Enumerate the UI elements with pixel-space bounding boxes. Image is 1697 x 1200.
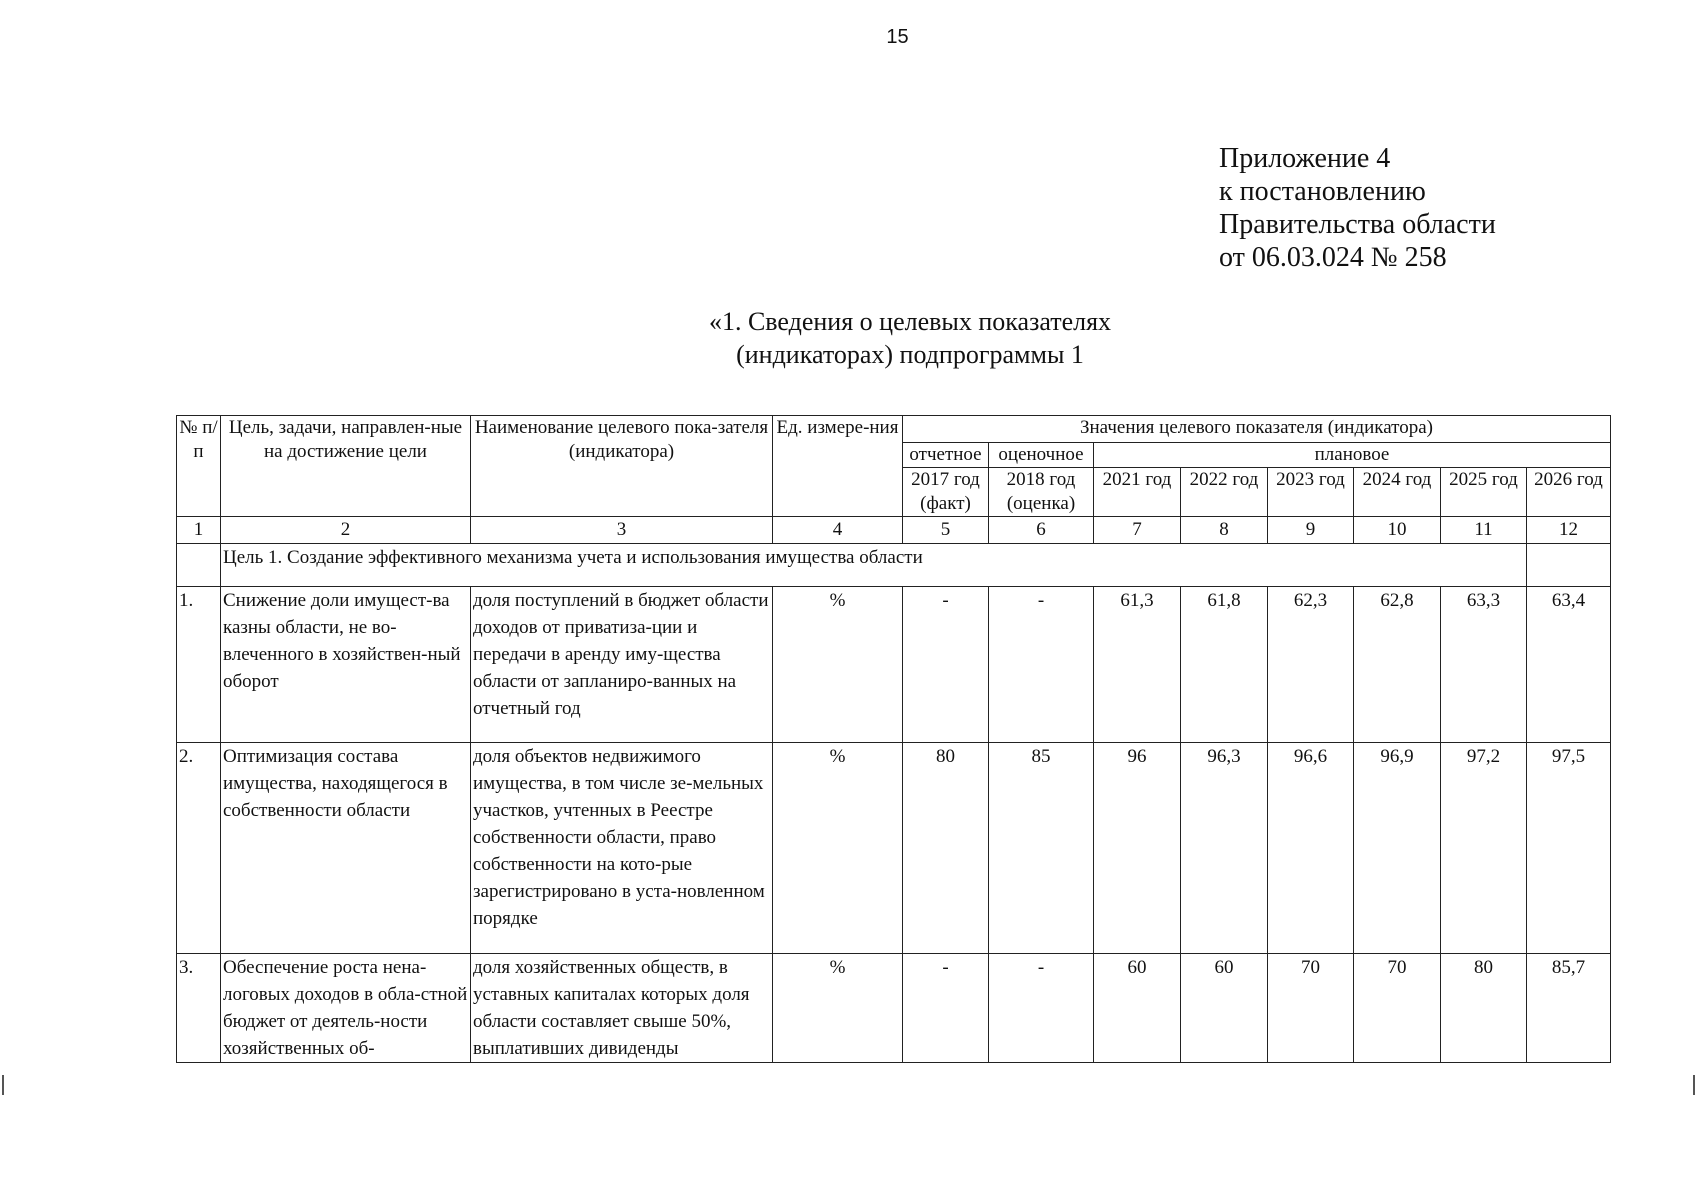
header-values: Значения целевого показателя (индикатора) xyxy=(903,416,1611,443)
column-number: 3 xyxy=(471,517,773,544)
row-indicator: доля хозяйственных обществ, в уставных капиталах которых доля области составляет свыше 50%, выплативших дивиденды xyxy=(471,954,773,1063)
row-value-2023: 70 xyxy=(1268,954,1354,1063)
header-year-2018: 2018 год (оценка) xyxy=(989,468,1094,517)
goal-row-empty-cell xyxy=(177,544,221,587)
row-goal: Оптимизация состава имущества, находящегося в собственности области xyxy=(221,743,471,954)
column-number: 8 xyxy=(1181,517,1268,544)
header-planned: плановое xyxy=(1094,443,1611,468)
row-value-2018: - xyxy=(989,587,1094,743)
scan-edge-mark-right xyxy=(1693,1075,1695,1095)
row-num: 3. xyxy=(177,954,221,1063)
row-value-2025: 80 xyxy=(1441,954,1527,1063)
row-value-2017: - xyxy=(903,954,989,1063)
row-value-2024: 96,9 xyxy=(1354,743,1441,954)
header-year-2026: 2026 год xyxy=(1527,468,1611,517)
row-value-2026: 85,7 xyxy=(1527,954,1611,1063)
column-number: 4 xyxy=(773,517,903,544)
row-value-2022: 60 xyxy=(1181,954,1268,1063)
row-value-2022: 96,3 xyxy=(1181,743,1268,954)
row-value-2018: - xyxy=(989,954,1094,1063)
column-number-row xyxy=(177,517,1611,544)
row-value-2024: 62,8 xyxy=(1354,587,1441,743)
row-value-2017: - xyxy=(903,587,989,743)
page-number: 15 xyxy=(886,26,909,48)
row-value-2024: 70 xyxy=(1354,954,1441,1063)
column-number: 6 xyxy=(989,517,1094,544)
header-goal: Цель, задачи, направлен-ные на достижение цели xyxy=(221,416,471,517)
title-line-1: «1. Сведения о целевых показателях xyxy=(708,307,1112,336)
row-value-2025: 97,2 xyxy=(1441,743,1527,954)
row-value-2021: 96 xyxy=(1094,743,1181,954)
goal-1-text: Цель 1. Создание эффективного механизма учета и использования имущества области xyxy=(221,544,1527,587)
header-year-2017: 2017 год (факт) xyxy=(903,468,989,517)
row-value-2026: 63,4 xyxy=(1527,587,1611,743)
title-line-2: (индикаторах) подпрограммы 1 xyxy=(736,340,1084,369)
header-reported: отчетное xyxy=(903,443,989,468)
header-year-2025: 2025 год xyxy=(1441,468,1527,517)
row-value-2021: 60 xyxy=(1094,954,1181,1063)
header-year-2021: 2021 год xyxy=(1094,468,1181,517)
column-number: 9 xyxy=(1268,517,1354,544)
row-value-2018: 85 xyxy=(989,743,1094,954)
header-num: № п/п xyxy=(177,416,221,517)
header-unit: Ед. измере-ния xyxy=(773,416,903,517)
document-title xyxy=(580,305,1240,371)
row-value-2017: 80 xyxy=(903,743,989,954)
table-row xyxy=(177,587,1611,743)
column-number: 10 xyxy=(1354,517,1441,544)
row-goal: Снижение доли имущест-ва казны области, не во-влеченного в хозяйствен-ный оборот xyxy=(221,587,471,743)
row-value-2023: 62,3 xyxy=(1268,587,1354,743)
row-value-2023: 96,6 xyxy=(1268,743,1354,954)
header-year-2024: 2024 год xyxy=(1354,468,1441,517)
row-unit: % xyxy=(773,743,903,954)
row-unit: % xyxy=(773,587,903,743)
scan-edge-mark-left xyxy=(2,1075,4,1095)
header-year-2023: 2023 год xyxy=(1268,468,1354,517)
appendix-line-1: Приложение 4 xyxy=(1219,143,1391,174)
table-row xyxy=(177,954,1611,1063)
column-number: 1 xyxy=(177,517,221,544)
row-value-2025: 63,3 xyxy=(1441,587,1527,743)
indicators-table xyxy=(176,415,1611,1063)
header-indicator: Наименование целевого пока-зателя (индикатора) xyxy=(471,416,773,517)
column-number: 7 xyxy=(1094,517,1181,544)
header-estimated: оценочное xyxy=(989,443,1094,468)
appendix-line-4: от 06.03.024 № 258 xyxy=(1219,242,1447,273)
appendix-line-3: Правительства области xyxy=(1219,209,1496,240)
row-value-2021: 61,3 xyxy=(1094,587,1181,743)
row-indicator: доля поступлений в бюджет области доходов от приватиза-ции и передачи в аренду иму-щества области от запланиро-ванных на отчетный год xyxy=(471,587,773,743)
column-number: 2 xyxy=(221,517,471,544)
row-value-2026: 97,5 xyxy=(1527,743,1611,954)
row-num: 1. xyxy=(177,587,221,743)
column-number: 5 xyxy=(903,517,989,544)
table-row xyxy=(177,743,1611,954)
column-number: 11 xyxy=(1441,517,1527,544)
row-value-2022: 61,8 xyxy=(1181,587,1268,743)
appendix-block xyxy=(1219,142,1496,274)
header-year-2022: 2022 год xyxy=(1181,468,1268,517)
row-num: 2. xyxy=(177,743,221,954)
goal-row-empty-cell xyxy=(1527,544,1611,587)
appendix-line-2: к постановлению xyxy=(1219,176,1426,207)
row-unit: % xyxy=(773,954,903,1063)
row-goal: Обеспечение роста нена-логовых доходов в обла-стной бюджет от деятель-ности хозяйственных об- xyxy=(221,954,471,1063)
row-indicator: доля объектов недвижимого имущества, в том числе зе-мельных участков, учтенных в Реестре собственности области, право собственности на кото-рые зарегистрировано в уста-новленном порядке xyxy=(471,743,773,954)
goal-row xyxy=(177,544,1611,587)
column-number: 12 xyxy=(1527,517,1611,544)
